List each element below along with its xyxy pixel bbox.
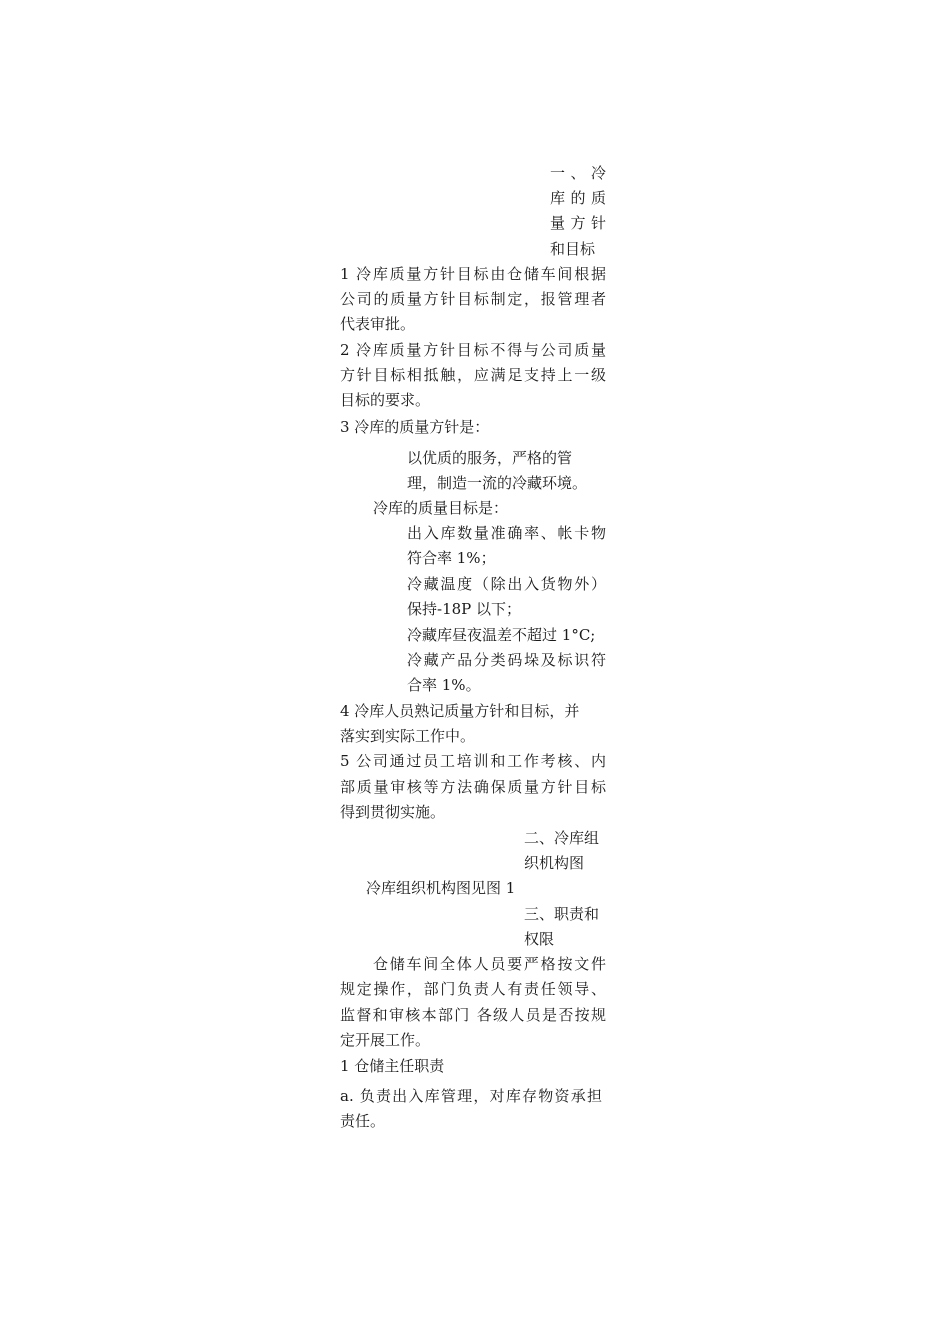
sub1-title: 1 仓储主任职责 [340,1057,445,1075]
policy-line1: 以优质的服务，严格的管 [407,449,573,467]
section3-heading-line1: 三、职责和 [524,905,600,923]
item4-line1: 4 冷库人员熟记质量方针和目标，并 [340,702,580,720]
section3-intro-line1: 仓储车间全体人员要严格按文件 [373,955,606,973]
item2-line2: 方针目标相抵触，应满足支持上一级 [340,366,606,384]
item2-line3: 目标的要求。 [340,391,431,409]
item5-line1: 5 公司通过员工培训和工作考核、内 [340,752,606,770]
item3-label: 3 冷库的质量方针是： [340,418,490,436]
goal-line3: 冷藏温度（除出入货物外） [407,575,606,593]
item1-line1: 1 冷库质量方针目标由仓储车间根据 [340,265,606,283]
goal-line4: 保持-18P 以下； [407,600,522,618]
sub1-a-line2: 责任。 [340,1112,386,1130]
section1-heading-line2: 库 的 质 [550,189,606,207]
goals-label: 冷库的质量目标是： [373,499,509,517]
section2-heading-line1: 二、冷库组 [524,829,600,847]
section2-text: 冷库组织机构图见图 1 [366,879,516,897]
section1-heading-line4: 和目标 [550,240,596,258]
item1-line3: 代表审批。 [340,315,416,333]
policy-line2: 理，制造一流的冷藏环境。 [407,474,588,492]
section3-intro-line3: 监督和审核本部门 各级人员是否按规 [340,1006,606,1024]
section2-heading-line2: 织机构图 [524,854,585,872]
item5-line2: 部质量审核等方法确保质量方针目标 [340,778,606,796]
goal-line7: 合率 1%。 [407,676,481,694]
goal-line1: 出入库数量准确率、帐卡物 [407,524,606,542]
item1-line2: 公司的质量方针目标制定，报管理者 [340,290,606,308]
section3-intro-line2: 规定操作，部门负责人有责任领导、 [340,980,606,998]
goal-line2: 符合率 1%； [407,549,496,567]
section3-heading-line2: 权限 [524,930,555,948]
goal-line5: 冷藏库昼夜温差不超过 1°C; [407,626,596,644]
section3-intro-line4: 定开展工作。 [340,1031,431,1049]
section1-heading-line3: 量 方 针 [550,214,606,232]
item4-line2: 落实到实际工作中。 [340,727,476,745]
goal-line6: 冷藏产品分类码垛及标识符 [407,651,606,669]
item2-line1: 2 冷库质量方针目标不得与公司质量 [340,341,606,359]
item5-line3: 得到贯彻实施。 [340,803,446,821]
section1-heading-line1: 一 、 冷 [550,164,606,182]
sub1-a-line1: a. 负责出入库管理，对库存物资承担 [340,1087,602,1105]
